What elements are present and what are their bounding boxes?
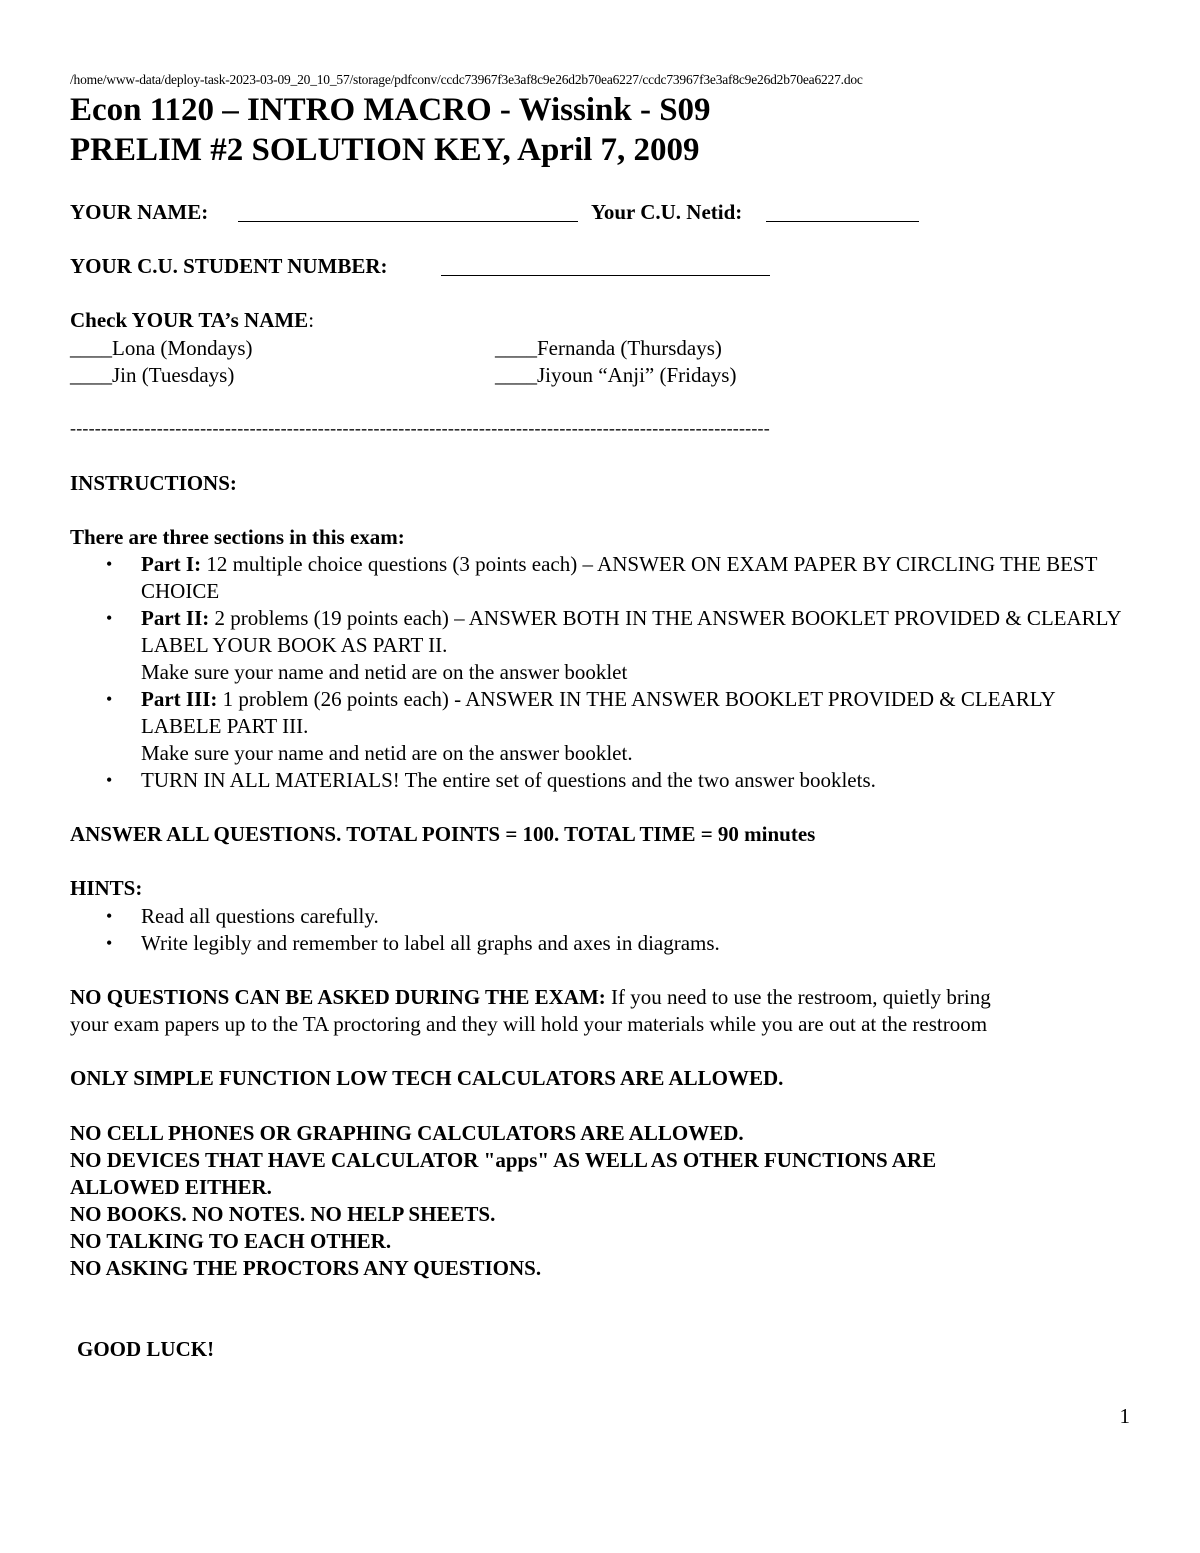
- no-phones-rule: NO CELL PHONES OR GRAPHING CALCULATORS ARE ALLOWED.: [70, 1121, 744, 1145]
- good-luck: GOOD LUCK!: [77, 1337, 215, 1361]
- ta-checkbox-blank[interactable]: ____: [495, 363, 537, 387]
- bullet-icon: •: [106, 770, 113, 790]
- no-devices-rule: NO DEVICES THAT HAVE CALCULATOR "apps" AS WELL AS OTHER FUNCTIONS ARE: [70, 1148, 937, 1172]
- netid-label: Your C.U. Netid:: [591, 200, 743, 224]
- list-item: • Part II: 2 problems (19 points each) – ANSWER BOTH IN THE ANSWER BOOKLET PROVIDED & CLEARLY LABEL YOUR BOOK AS PART II. Make sure your name and netid are on the answer booklet: [106, 606, 1121, 684]
- dashed-separator: -----------------------------------------------------------------------------------------------------------------: [70, 418, 770, 438]
- ta-checkbox-blank[interactable]: ____: [70, 363, 112, 387]
- student-number-field[interactable]: [441, 259, 770, 281]
- ta-option-lona[interactable]: ____Lona (Mondays): [70, 336, 253, 360]
- file-path: /home/www-data/deploy-task-2023-03-09_20_10_57/storage/pdfconv/ccdc73967f3e3af8c9e26d2b70ea6227/ccdc73967f3e3af8c9e26d2b70ea6227.doc: [70, 72, 863, 87]
- ta-checkbox-blank[interactable]: ____: [70, 336, 112, 360]
- no-books-rule: NO BOOKS. NO NOTES. NO HELP SHEETS.: [70, 1202, 496, 1226]
- instructions-heading: INSTRUCTIONS:: [70, 471, 237, 495]
- answer-all-note: ANSWER ALL QUESTIONS. TOTAL POINTS = 100. TOTAL TIME = 90 minutes: [70, 822, 816, 846]
- netid-field[interactable]: [766, 205, 919, 227]
- ta-heading: Check YOUR TA’s NAME:: [70, 308, 315, 332]
- ta-option-jin[interactable]: ____Jin (Tuesdays): [70, 363, 235, 387]
- no-talking-rule: NO TALKING TO EACH OTHER.: [70, 1229, 392, 1253]
- list-item: • Part III: 1 problem (26 points each) - ANSWER IN THE ANSWER BOOKLET PROVIDED & CLEARLY LABELE PART III. Make sure your name and netid are on the answer booklet.: [106, 687, 1055, 765]
- calculator-rule: ONLY SIMPLE FUNCTION LOW TECH CALCULATORS ARE ALLOWED.: [70, 1066, 784, 1090]
- ta-option-jiyoun[interactable]: ____Jiyoun “Anji” (Fridays): [495, 363, 737, 387]
- list-item: • Read all questions carefully.: [106, 904, 379, 928]
- bullet-icon: •: [106, 608, 113, 628]
- list-item: • TURN IN ALL MATERIALS! The entire set of questions and the two answer booklets.: [106, 768, 876, 792]
- hints-heading: HINTS:: [70, 876, 143, 900]
- hints-list: [70, 903, 1140, 957]
- bullet-icon: •: [106, 689, 113, 709]
- name-field[interactable]: [238, 205, 578, 227]
- no-devices-rule-cont: ALLOWED EITHER.: [70, 1175, 272, 1199]
- no-asking-rule: NO ASKING THE PROCTORS ANY QUESTIONS.: [70, 1256, 542, 1280]
- restroom-note: your exam papers up to the TA proctoring and they will hold your materials while you are out at the restroom: [70, 1012, 988, 1036]
- bullet-icon: •: [106, 906, 113, 926]
- instruction-list: [70, 551, 1140, 794]
- no-questions-rule: NO QUESTIONS CAN BE ASKED DURING THE EXAM: If you need to use the restroom, quietly bring: [70, 985, 991, 1009]
- list-item: • Part I: 12 multiple choice questions (3 points each) – ANSWER ON EXAM PAPER BY CIRCLING THE BEST CHOICE: [106, 552, 1098, 603]
- ta-option-fernanda[interactable]: ____Fernanda (Thursdays): [495, 336, 722, 360]
- exam-title: PRELIM #2 SOLUTION KEY, April 7, 2009: [70, 132, 700, 168]
- name-label: YOUR NAME:: [70, 200, 209, 224]
- bullet-icon: •: [106, 933, 113, 953]
- bullet-icon: •: [106, 554, 113, 574]
- student-number-label: YOUR C.U. STUDENT NUMBER:: [70, 254, 388, 278]
- ta-checkbox-blank[interactable]: ____: [495, 336, 537, 360]
- page-number: 1: [1119, 1404, 1130, 1428]
- sections-intro: There are three sections in this exam:: [70, 525, 405, 549]
- course-title: Econ 1120 – INTRO MACRO - Wissink - S09: [70, 92, 711, 128]
- list-item: • Write legibly and remember to label all graphs and axes in diagrams.: [106, 931, 720, 955]
